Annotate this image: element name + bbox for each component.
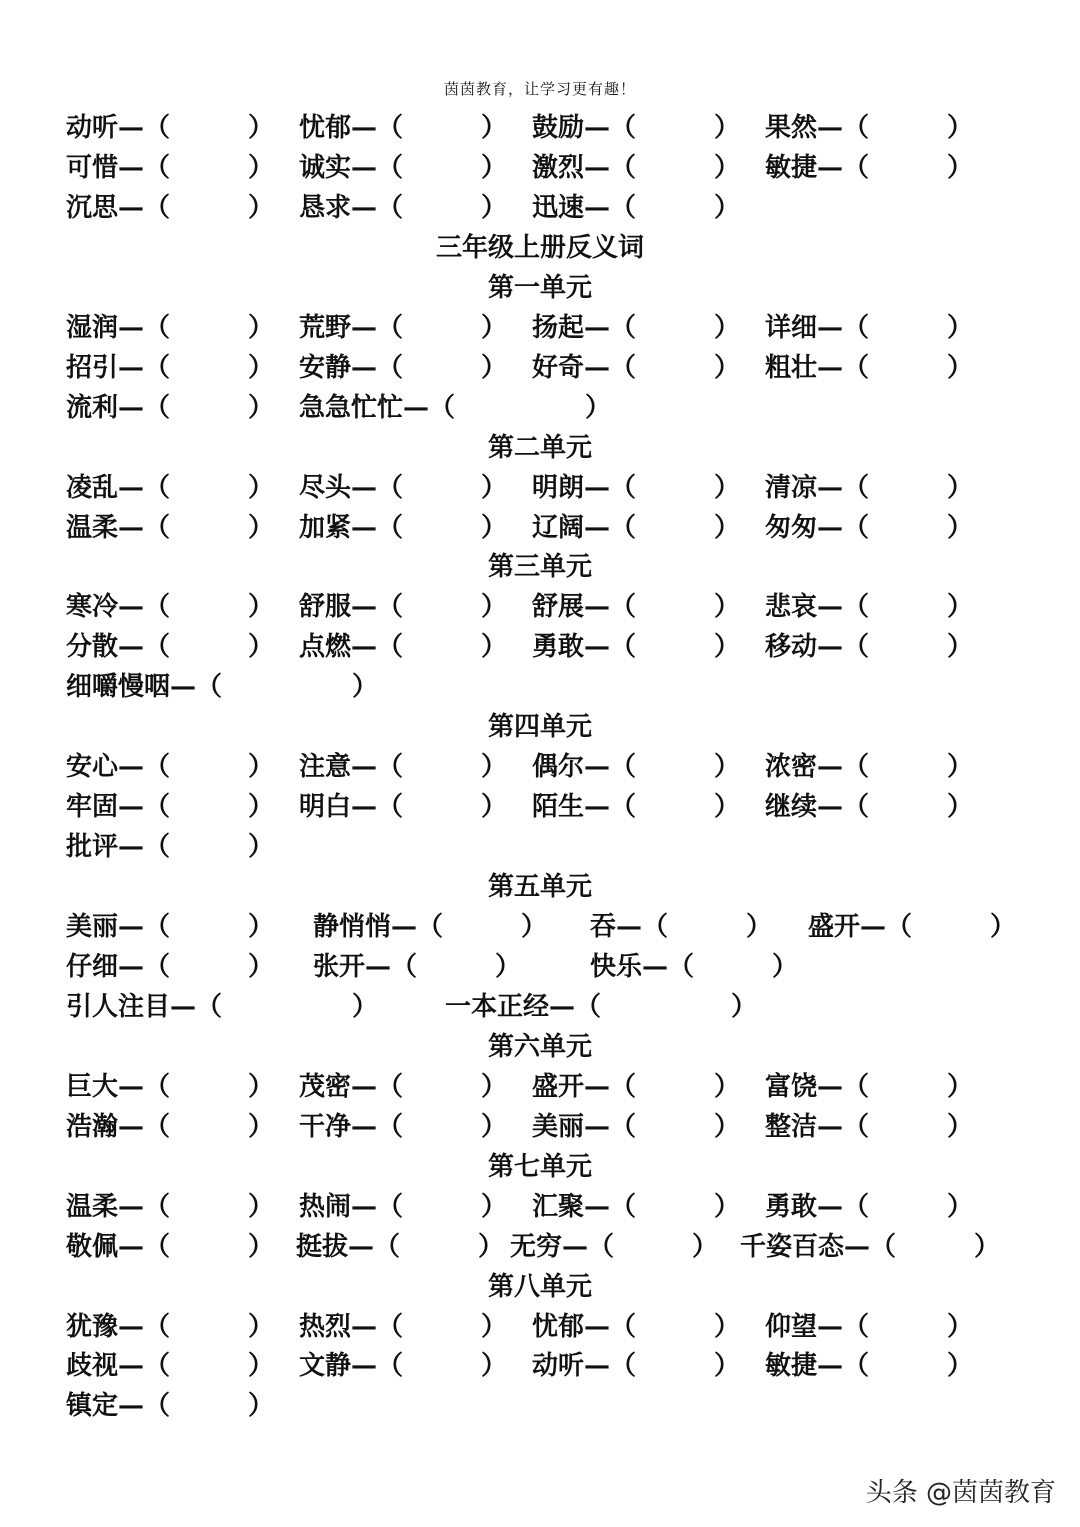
antonym-exercise: 温柔—（ ） — [66, 512, 275, 543]
antonym-exercise: 陌生—（ ） — [532, 792, 741, 823]
antonym-exercise: 好奇—（ ） — [532, 352, 741, 383]
antonym-exercise: 湿润—（ ） — [66, 312, 275, 343]
page-header: 茵茵教育，让学习更有趣！ — [443, 80, 636, 98]
antonym-exercise: 热烈—（ ） — [299, 1311, 508, 1342]
exercise-row — [0, 627, 1080, 667]
exercise-row — [0, 827, 1080, 867]
antonym-exercise: 动听—（ ） — [66, 113, 275, 143]
antonym-exercise: 明白—（ ） — [299, 792, 508, 823]
antonym-exercise: 敬佩—（ ） — [66, 1231, 275, 1262]
section-title — [0, 228, 1080, 268]
section-heading: 第五单元 — [487, 872, 592, 903]
antonym-exercise: 美丽—（ ） — [532, 1111, 741, 1142]
antonym-exercise: 温柔—（ ） — [66, 1191, 275, 1222]
antonym-exercise: 汇聚—（ ） — [532, 1191, 741, 1222]
antonym-exercise: 吞—（ ） — [590, 912, 773, 942]
exercise-row — [0, 947, 1080, 987]
section-heading: 第四单元 — [487, 712, 592, 743]
exercise-row — [0, 1307, 1080, 1347]
antonym-exercise: 静悄悄—（ ） — [313, 912, 548, 942]
antonym-exercise: 加紧—（ ） — [299, 512, 508, 543]
antonym-exercise: 安心—（ ） — [66, 752, 275, 783]
antonym-exercise: 点燃—（ ） — [299, 632, 508, 663]
exercise-row — [0, 1386, 1080, 1426]
antonym-exercise: 鼓励—（ ） — [532, 113, 741, 143]
section-heading: 第三单元 — [487, 552, 592, 583]
antonym-exercise: 急急忙忙—（ ） — [299, 392, 612, 423]
exercise-row — [0, 1107, 1080, 1147]
exercise-row — [0, 348, 1080, 388]
antonym-exercise: 清凉—（ ） — [765, 472, 974, 503]
section-title — [0, 268, 1080, 308]
antonym-exercise: 浓密—（ ） — [765, 752, 974, 783]
antonym-exercise: 挺拔—（ ） — [296, 1231, 505, 1262]
antonym-exercise: 注意—（ ） — [299, 752, 508, 783]
antonym-exercise: 舒服—（ ） — [299, 592, 508, 623]
antonym-exercise: 偶尔—（ ） — [532, 752, 741, 783]
antonym-exercise: 巨大—（ ） — [66, 1071, 275, 1102]
antonym-exercise: 明朗—（ ） — [532, 472, 741, 503]
antonym-exercise: 犹豫—（ ） — [66, 1311, 275, 1342]
exercise-row — [0, 508, 1080, 548]
section-heading: 第一单元 — [487, 272, 592, 303]
exercise-row — [0, 468, 1080, 508]
antonym-exercise: 浩瀚—（ ） — [66, 1111, 275, 1142]
section-title — [0, 1027, 1080, 1067]
section-heading: 第七单元 — [487, 1151, 592, 1182]
antonym-exercise: 牢固—（ ） — [66, 792, 275, 823]
antonym-exercise: 继续—（ ） — [765, 792, 974, 823]
antonym-exercise: 恳求—（ ） — [299, 192, 508, 223]
exercise-row — [0, 787, 1080, 827]
antonym-exercise: 美丽—（ ） — [66, 912, 275, 942]
exercise-row — [0, 587, 1080, 627]
section-heading: 第六单元 — [487, 1031, 592, 1062]
antonym-exercise: 细嚼慢咽—（ ） — [66, 672, 379, 703]
antonym-exercise: 盛开—（ ） — [532, 1071, 741, 1102]
antonym-exercise: 尽头—（ ） — [299, 472, 508, 503]
section-title — [0, 428, 1080, 468]
antonym-exercise: 移动—（ ） — [765, 632, 974, 663]
antonym-exercise: 歧视—（ ） — [66, 1351, 275, 1382]
exercise-row — [0, 188, 1080, 228]
exercise-row — [0, 1067, 1080, 1107]
exercise-row — [0, 1346, 1080, 1386]
antonym-exercise: 张开—（ ） — [313, 951, 522, 982]
section-heading: 三年级上册反义词 — [435, 232, 644, 263]
antonym-exercise: 舒展—（ ） — [532, 592, 741, 623]
antonym-exercise: 激烈—（ ） — [532, 152, 741, 183]
antonym-exercise: 流利—（ ） — [66, 392, 275, 423]
exercise-row — [0, 747, 1080, 787]
section-heading: 第八单元 — [487, 1271, 592, 1302]
antonym-exercise: 镇定—（ ） — [66, 1391, 275, 1422]
antonym-exercise: 批评—（ ） — [66, 832, 275, 863]
antonym-exercise: 迅速—（ ） — [532, 192, 741, 223]
antonym-exercise: 粗壮—（ ） — [765, 352, 974, 383]
antonym-exercise: 盛开—（ ） — [808, 912, 1017, 942]
antonym-exercise: 仰望—（ ） — [765, 1311, 974, 1342]
exercise-row — [0, 148, 1080, 188]
antonym-exercise: 动听—（ ） — [532, 1351, 741, 1382]
antonym-exercise: 无穷—（ ） — [510, 1231, 719, 1262]
section-title — [0, 867, 1080, 907]
antonym-exercise: 悲哀—（ ） — [765, 592, 974, 623]
watermark: 头条 @茵茵教育 — [865, 1478, 1056, 1508]
antonym-exercise: 忧郁—（ ） — [532, 1311, 741, 1342]
antonym-exercise: 富饶—（ ） — [765, 1071, 974, 1102]
exercise-row — [0, 1227, 1080, 1267]
exercise-row — [0, 108, 1080, 148]
antonym-exercise: 茂密—（ ） — [299, 1071, 508, 1102]
antonym-exercise: 快乐—（ ） — [590, 951, 799, 982]
antonym-exercise: 安静—（ ） — [299, 352, 508, 383]
antonym-exercise: 忧郁—（ ） — [299, 113, 508, 143]
antonym-exercise: 详细—（ ） — [765, 312, 974, 343]
antonym-exercise: 果然—（ ） — [765, 113, 974, 143]
antonym-exercise: 一本正经—（ ） — [445, 991, 758, 1022]
antonym-exercise: 可惜—（ ） — [66, 152, 275, 183]
antonym-exercise: 荒野—（ ） — [299, 312, 508, 343]
antonym-exercise: 千姿百态—（ ） — [740, 1231, 1001, 1262]
exercise-row — [0, 987, 1080, 1027]
antonym-exercise: 文静—（ ） — [299, 1351, 508, 1382]
section-heading: 第二单元 — [487, 432, 592, 463]
exercise-row — [0, 1187, 1080, 1227]
section-title — [0, 1147, 1080, 1187]
exercise-row — [0, 388, 1080, 428]
section-title — [0, 547, 1080, 587]
antonym-exercise: 匆匆—（ ） — [765, 512, 974, 543]
antonym-exercise: 干净—（ ） — [299, 1111, 508, 1142]
antonym-exercise: 沉思—（ ） — [66, 192, 275, 223]
antonym-exercise: 凌乱—（ ） — [66, 472, 275, 503]
antonym-exercise: 敏捷—（ ） — [765, 152, 974, 183]
antonym-exercise: 热闹—（ ） — [299, 1191, 508, 1222]
exercise-row — [0, 667, 1080, 707]
section-title — [0, 1267, 1080, 1307]
antonym-exercise: 整洁—（ ） — [765, 1111, 974, 1142]
section-title — [0, 707, 1080, 747]
antonym-exercise: 扬起—（ ） — [532, 312, 741, 343]
antonym-exercise: 招引—（ ） — [66, 352, 275, 383]
antonym-exercise: 寒冷—（ ） — [66, 592, 275, 623]
antonym-exercise: 敏捷—（ ） — [765, 1351, 974, 1382]
antonym-exercise: 引人注目—（ ） — [66, 991, 379, 1022]
antonym-exercise: 分散—（ ） — [66, 632, 275, 663]
antonym-exercise: 勇敢—（ ） — [532, 632, 741, 663]
antonym-exercise: 辽阔—（ ） — [532, 512, 741, 543]
exercise-row — [0, 907, 1080, 947]
exercise-row — [0, 308, 1080, 348]
antonym-exercise: 诚实—（ ） — [299, 152, 508, 183]
antonym-exercise: 仔细—（ ） — [66, 951, 275, 982]
antonym-exercise: 勇敢—（ ） — [765, 1191, 974, 1222]
